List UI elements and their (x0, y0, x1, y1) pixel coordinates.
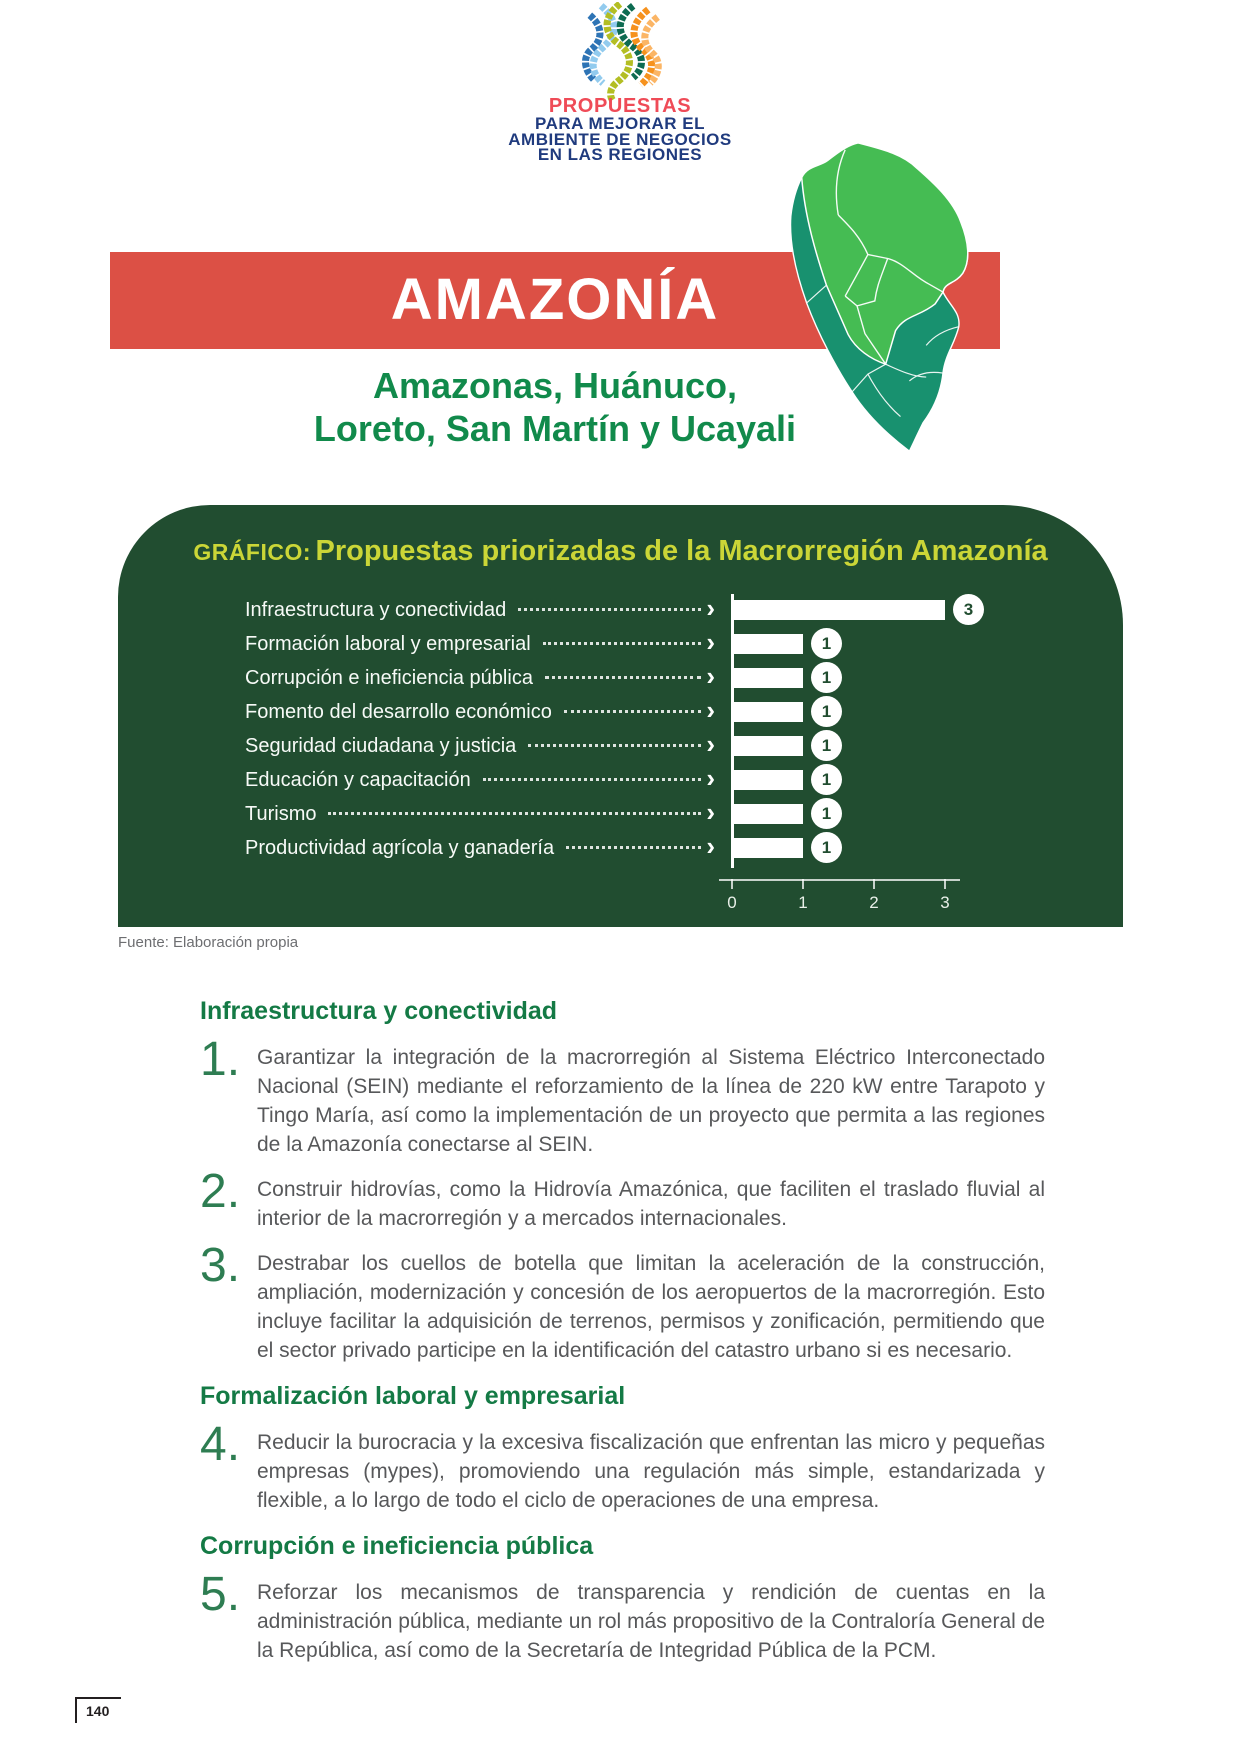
logo-tagline-line1: PROPUESTAS (548, 95, 692, 117)
proposal-item (200, 1033, 1045, 1159)
proposal-number: 1. (200, 1033, 241, 1086)
bar (732, 600, 945, 620)
value-badge: 1 (811, 798, 842, 829)
bar (732, 668, 803, 688)
chart-category-label: Productividad agrícola y ganadería (245, 836, 555, 859)
value-badge: 1 (811, 628, 842, 659)
arrow-icon: › (706, 729, 715, 759)
logo-tagline-line2: PARA MEJORAR EL (535, 114, 705, 133)
arrow-icon: › (706, 763, 715, 793)
logo-tagline-line3: AMBIENTE DE NEGOCIOS (508, 129, 732, 149)
chart-row (118, 593, 1123, 627)
arrow-icon: › (706, 593, 715, 623)
chart-category-label: Infraestructura y conectividad (245, 598, 507, 621)
dotted-leader (564, 710, 702, 713)
x-tick (731, 879, 733, 889)
bar (732, 838, 803, 858)
chart-category-label: Educación y capacitación (245, 768, 471, 791)
chart-row (118, 661, 1123, 695)
chart-title (118, 535, 1123, 568)
dotted-leader (518, 608, 701, 611)
chart-row-labelzone (245, 831, 715, 865)
bar (732, 770, 803, 790)
arrow-icon: › (706, 661, 715, 691)
proposals-content (200, 996, 1045, 1681)
dotted-leader (328, 812, 701, 815)
chart-row (118, 627, 1123, 661)
arrow-icon: › (706, 695, 715, 725)
chart-row-labelzone (245, 627, 715, 661)
chart-title-text: Propuestas priorizadas de la Macrorregión Amazonía (315, 535, 1048, 567)
chart-row-labelzone (245, 797, 715, 831)
chart-rows (118, 593, 1123, 865)
braided-knot-logo (572, 2, 668, 102)
value-badge: 1 (811, 696, 842, 727)
arrow-icon: › (706, 797, 715, 827)
dotted-leader (566, 846, 701, 849)
section-heading: Corrupción e ineficiencia pública (200, 1532, 594, 1560)
x-tick (873, 879, 875, 889)
chart-row-labelzone (245, 593, 715, 627)
proposal-item (200, 1165, 1045, 1233)
value-badge: 1 (811, 662, 842, 693)
arrow-icon: › (706, 627, 715, 657)
proposal-text: Reducir la burocracia y la excesiva fiscalización que enfrentan las micro y pequeñas empresas (mypes), promoviendo una regulación más simple, estandarizada y flexible, a lo largo de todo el ciclo de operaciones de una empresa. (257, 1431, 1045, 1512)
section-corrupcion (200, 1531, 1045, 1665)
chart-row-labelzone (245, 729, 715, 763)
value-badge: 1 (811, 832, 842, 863)
chart-row-labelzone (245, 661, 715, 695)
proposal-text: Garantizar la integración de la macrorregión al Sistema Eléctrico Interconectado Nacional (SEIN) mediante el reforzamiento de la línea de 220 kW entre Tarapoto y Tingo María, así como la implementación de un proyecto que permita a las regiones de la Amazonía conectarse al SEIN. (257, 1046, 1045, 1156)
proposal-item (200, 1239, 1045, 1365)
peru-map (705, 136, 1015, 462)
section-heading: Formalización laboral y empresarial (200, 1382, 626, 1410)
dotted-leader (543, 642, 702, 645)
bar (732, 702, 803, 722)
arrow-icon: › (706, 831, 715, 861)
bar (732, 634, 803, 654)
value-badge: 3 (953, 594, 984, 625)
proposal-item (200, 1418, 1045, 1515)
proposal-number: 3. (200, 1239, 241, 1292)
value-badge: 1 (811, 730, 842, 761)
proposal-number: 4. (200, 1418, 241, 1471)
page-number: 140 (75, 1697, 121, 1723)
section-formalizacion (200, 1381, 1045, 1515)
chart-y-axis-line (731, 594, 734, 868)
proposal-number: 5. (200, 1568, 241, 1621)
region-title: AMAZONÍA (390, 267, 720, 332)
dotted-leader (545, 676, 701, 679)
chart-row (118, 831, 1123, 865)
chart-row (118, 695, 1123, 729)
chart-row-labelzone (245, 763, 715, 797)
dotted-leader (528, 744, 701, 747)
chart-panel (118, 505, 1123, 927)
chart-title-prefix: GRÁFICO: (193, 539, 312, 565)
logo-tagline-line4: EN LAS REGIONES (537, 145, 703, 164)
x-tick-label: 1 (798, 893, 808, 912)
chart-source-note: Fuente: Elaboración propia (118, 934, 299, 951)
section-heading: Infraestructura y conectividad (200, 997, 558, 1025)
x-tick (802, 879, 804, 889)
x-tick-label: 0 (727, 893, 737, 912)
section-infraestructura (200, 996, 1045, 1365)
chart-category-label: Formación laboral y empresarial (245, 632, 531, 655)
bar (732, 804, 803, 824)
proposal-text: Construir hidrovías, como la Hidrovía Amazónica, que faciliten el traslado fluvial al interior de la macrorregión y a mercados internacionales. (257, 1178, 1045, 1230)
proposal-text: Reforzar los mecanismos de transparencia y rendición de cuentas en la administración pública, mediante un rol más propositivo de la Contraloría General de la República, así como de la Secretaría de Integridad Pública de la PCM. (257, 1581, 1045, 1662)
chart-row (118, 763, 1123, 797)
chart-category-label: Seguridad ciudadana y justicia (245, 734, 517, 757)
x-tick-label: 3 (940, 893, 950, 912)
region-subtitle-line1: Amazonas, Huánuco, (372, 365, 738, 406)
chart-row (118, 729, 1123, 763)
bar (732, 736, 803, 756)
x-tick (944, 879, 946, 889)
chart-row-labelzone (245, 695, 715, 729)
x-tick-label: 2 (869, 893, 879, 912)
region-subtitle-line2: Loreto, San Martín y Ucayali (313, 408, 797, 449)
value-badge: 1 (811, 764, 842, 795)
chart-x-axis-line (719, 879, 960, 881)
proposal-number: 2. (200, 1165, 241, 1218)
chart-category-label: Fomento del desarrollo económico (245, 700, 552, 723)
proposal-item (200, 1568, 1045, 1665)
chart-category-label: Corrupción e ineficiencia pública (245, 666, 533, 689)
chart-row (118, 797, 1123, 831)
proposal-text: Destrabar los cuellos de botella que limitan la aceleración de la construcción, ampliación, modernización y concesión de los aeropuertos de la macrorregión. Esto incluye facilitar la adquisición de terrenos, permisos y zonificación, permitiendo que el sector privado participe en la identificación del catastro urbano si es necesario. (257, 1252, 1045, 1362)
chart-category-label: Turismo (245, 802, 317, 825)
dotted-leader (483, 778, 702, 781)
